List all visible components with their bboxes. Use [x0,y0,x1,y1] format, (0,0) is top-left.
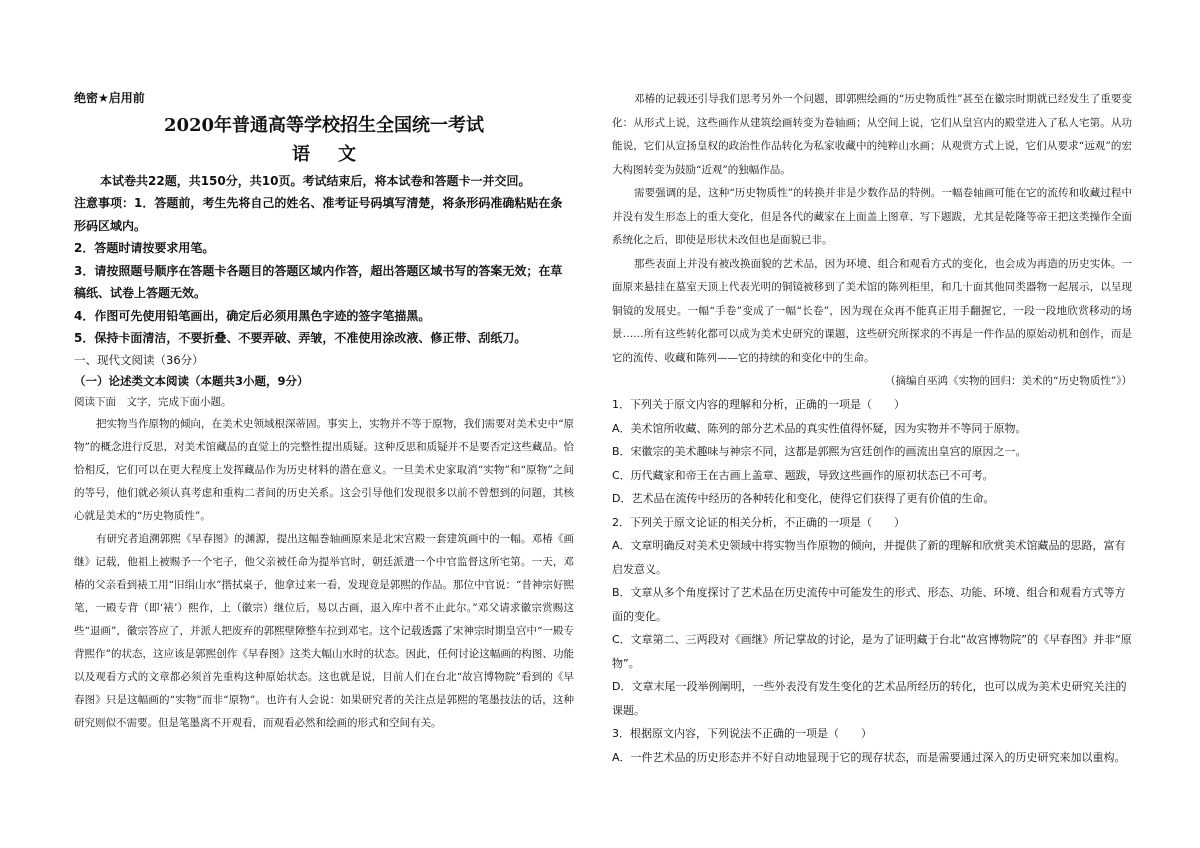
passage-paragraph: 邓椿的记载还引导我们思考另外一个问题，即郭熙绘画的“历史物质性”甚至在徽宗时期就已经发生了重要变化：从形式上说，这些画作从建筑绘画转变为卷轴画；从空间上说，它们从皇宫内的殿堂进入了私人宅第。从功能说，它们从宣扬皇权的政治性作品转化为私家收藏中的纯粹山水画；从观赏方式上说，它们从要求“远观”的宏大构图转变为鼓励“近观”的独幅作品。 [612,93,1132,176]
notice-item: 注意事项：1．答题前，考生先将自己的姓名、准考证号码填写清楚，将条形码准确粘贴在条形码区域内。 [74,196,563,233]
notice-item: 2．答题时请按要求用笔。 [74,241,215,255]
top-secret-label: 绝密★启用前 [74,91,145,105]
question-option: B．宋徽宗的美术趣味与神宗不同，这都是郭熙为宫廷创作的画流出皇宫的原因之一。 [612,445,1027,458]
subject-title: 语文 [292,144,384,165]
exam-title: 2020年普通高等学校招生全国统一考试 [163,115,485,136]
exam-intro: 本试卷共22题，共150分，共10页。考试结束后，将本试卷和答题卡一并交回。 [100,174,531,188]
question-option: A．美术馆所收藏、陈列的部分艺术品的真实性值得怀疑，因为实物并不等同于原物。 [612,421,1027,435]
right-column [612,88,1132,769]
section-title: 一、现代文阅读（36分） [74,352,204,367]
notice-item: 3．请按照题号顺序在答题卡各题目的答题区域内作答，超出答题区域书写的答案无效；在草稿纸、试卷上答题无效。 [74,263,563,300]
question-option: B．文章从多个角度探讨了艺术品在历史流传中可能发生的形式、形态、功能、环境、组合和观看方式等方面的变化。 [612,586,1126,623]
passage-paragraph: 把实物当作原物的倾向，在美术史领域根深蒂固。事实上，实物并不等于原物，我们需要对美术史中“原物”的概念进行反思，对美术馆藏品的直觉上的完整性提出质疑。这种反思和质疑并不是要否定这些藏品。恰恰相反，它们可以在更大程度上发挥藏品作为历史材料的潜在意义。一旦美术史家取消“实物”和“原物”之间的等号，他们就必须认真考虑和重构二者间的历史关系。这会引导他们发现很多以前不曾想到的问题，其核心就是美术的“历史物质性”。 [74,417,574,522]
question-stem: 3．根据原文内容，下列说法不正确的一项是（ ） [612,727,872,740]
question-option: C．历代藏家和帝王在古画上盖章、题跋，导致这些画作的原初状态已不可考。 [612,468,994,482]
subsection-title: （一）论述类文本阅读（本题共3小题，9分） [74,373,309,388]
question-option: D．艺术品在流传中经历的各种转化和变化，使得它们获得了更有价值的生命。 [612,492,995,505]
notice-item: 5．保持卡面清洁，不要折叠、不要弄破、弄皱，不准使用涂改液、修正带、刮纸刀。 [74,331,527,345]
passage-paragraph: 需要强调的是，这种“历史物质性”的转换并非是少数作品的特例。一幅卷轴画可能在它的流传和收藏过程中并没有发生形态上的重大变化，但是各代的藏家在上面盖上图章、写下题跋，尤其是乾隆等帝王把这类操作全面系统化之后，即使是形状未改但也是面貌已非。 [612,187,1132,246]
question-stem: 1．下列关于原文内容的理解和分析，正确的一项是（ ） [612,398,905,411]
question-option: A．一件艺术品的历史形态并不好自动地显现于它的现存状态，而是需要通过深入的历史研究来加以重构。 [612,750,1126,764]
passage-source: （摘编自巫鸿《实物的回归：美术的“历史物质性”》） [885,375,1132,387]
left-column [74,88,574,735]
notice-item: 4．作图可先使用铅笔画出，确定后必须用黑色字迹的签字笔描黑。 [74,308,431,323]
reading-instruction: 阅读下面 文字，完成下面小题。 [74,395,232,408]
question-option: C．文章第二、三两段对《画继》所记掌故的讨论，是为了证明藏于台北“故宫博物院”的《早春图》并非“原物”。 [612,633,1132,670]
question-option: D．文章末尾一段举例阐明，一些外表没有发生变化的艺术品所经历的转化，也可以成为美术史研究关注的课题。 [612,680,1127,717]
question-option: A．文章明确反对美术史领域中将实物当作原物的倾向，并提供了新的理解和欣赏美术馆藏品的思路，富有启发意义。 [612,539,1126,576]
question-stem: 2．下列关于原文论证的相关分析，不正确的一项是（ ） [612,515,905,529]
passage-paragraph: 那些表面上并没有被改换面貌的艺术品，因为环境、组合和观看方式的变化，也会成为再造的历史实体。一面原来悬挂在墓室天顶上代表光明的铜镜被移到了美术馆的陈列柜里，和几十面其他同类器物一起展示，以呈现铜镜的发展史。一幅“手卷”变成了一幅“长卷”，因为现在众再不能真正用手翻握它，一段一段地欣赏移动的场景……所有这些转化都可以成为美术史研究的课题，这些研究所探求的不再是一件作品的原始动机和创作，而是它的流传、收藏和陈列——它的持续的和变化中的生命。 [612,257,1132,364]
passage-paragraph: 有研究者追溯郭熙《早春图》的渊源，提出这幅巻轴画原来是北宋宫殿一套建筑画中的一幅。邓椿《画继》记载，他祖上被赐予一个宅子，他父亲被任命为提举官时，朝廷派遣一个中官监督这所宅第。一天，邓椿的父亲看到裱工用“旧绢山水”揩拭桌子，他拿过来一看，发现竟是郭熙的作品。那位中官说：“昔神宗好熙笔，一殿专背（即‘裱’）熙作，上（徽宗）继位后，易以古画，退入库中者不止此尔。”邓父请求徽宗赏赐这些“退画”，徽宗答应了，并派人把废弃的郭熙壁障整车拉到邓宅。这个记载透露了宋神宗时期皇宫中“一殿专背熙作”的状态，这应该是郭熙创作《早春图》这类大幅山水时的状态。因此，任何讨论这幅画的构图、功能以及观看方式的文章都必须首先重构这种原始状态。这也就是说，目前人们在台北“故宫博物院”看到的《早春图》只是这幅画的“实物”而非“原物”。也许有人会说：如果研究者的关注点是郭熙的笔墨技法的话，这种研究则似不需要。但是笔墨离不开观看，而观看必然和绘画的形式和空间有关。 [74,532,574,729]
